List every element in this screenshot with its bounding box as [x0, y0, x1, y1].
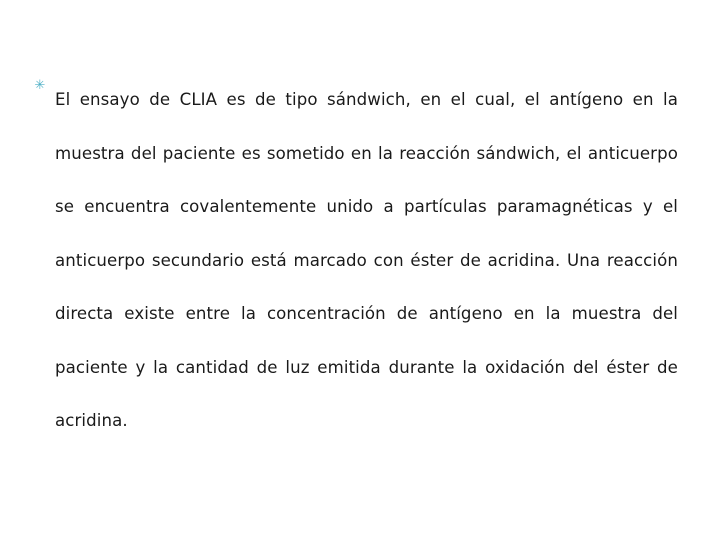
asterisk-icon: ✳ [34, 78, 46, 93]
bullet-text: El ensayo de CLIA es de tipo sándwich, en el cual, el antígeno en la muestra del paciente es sometido en la reacción sándwich, el anticuerpo se encuentra covalentemente unido a partículas paramagnéticas y el anticuerpo secundario está marcado con éster de acridina. Una reacción directa existe entre la concentración de antígeno en la muestra del paciente y la cantidad de luz emitida durante la oxidación del éster de acridina. [55, 90, 678, 430]
